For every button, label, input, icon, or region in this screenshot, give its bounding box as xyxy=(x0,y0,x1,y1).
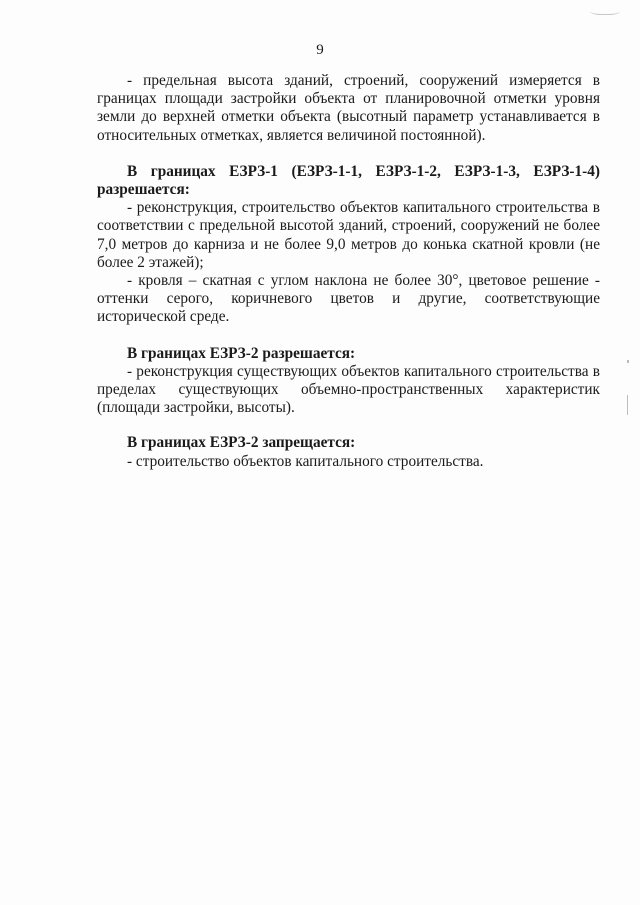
paragraph-reconstruction: - реконструкция, строительство объектов капитального строительства в соответствии с предельной высотой зданий, строений, сооружений не более 7,0 метров до карниза и не более 9,0 метров до конька скатной кровли (не более 2 этажей); xyxy=(97,199,600,271)
paragraph-roof: - кровля – скатная с углом наклона не более 30°, цветовое решение - оттенки серого, коричневого цветов и другие, соответствующие исторической среде. xyxy=(97,272,600,326)
heading-ezrz-2-allowed: В границах ЕЗРЗ-2 разрешается: xyxy=(127,344,356,362)
heading-ezrz-2-forbidden: В границах ЕЗРЗ-2 запрещается: xyxy=(127,434,356,452)
spacer xyxy=(97,417,600,434)
scan-artifact xyxy=(627,395,628,415)
spacer xyxy=(97,327,600,345)
scan-artifact xyxy=(590,6,620,15)
paragraph-existing-reconstruction: - реконструкция существующих объектов капитального строительства в пределах существующих объемно-пространственных характеристик (площади застройки, высоты). xyxy=(97,362,600,417)
spacer xyxy=(97,145,600,163)
paragraph-height-rule: - предельная высота зданий, строений, сооружений измеряется в границах площади застройки объекта от планировочной отметки уровня земли до верхней отметки объекта (высотный параметр устанавливается в относительных отметках, является величиной постоянной). xyxy=(97,72,600,144)
heading-ezrz-1-allowed: В границах ЕЗРЗ-1 (ЕЗРЗ-1-1, ЕЗРЗ-1-2, ЕЗРЗ-1-3, ЕЗРЗ-1-4) разрешается: xyxy=(97,162,600,199)
scan-artifact xyxy=(627,360,629,363)
document-body xyxy=(97,72,600,471)
page-number: 9 xyxy=(316,42,324,58)
paragraph-construction-forbidden: - строительство объектов капитального строительства. xyxy=(127,452,484,470)
